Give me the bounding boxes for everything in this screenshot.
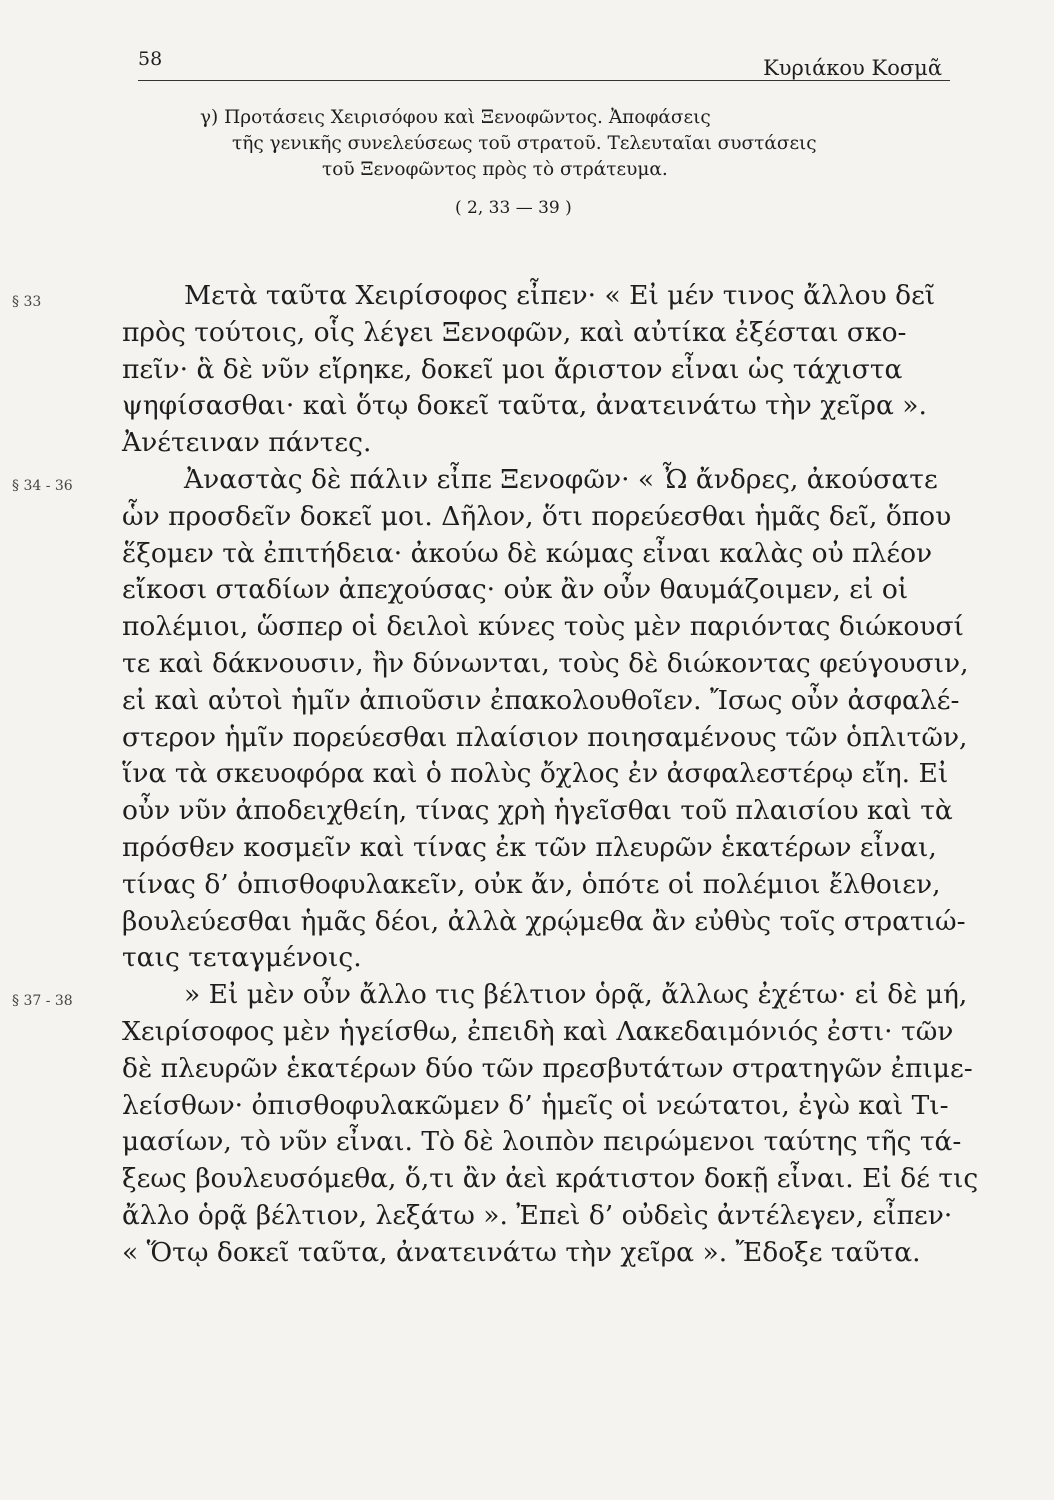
- text-line: στερον ἡμῖν πορεύεσθαι πλαίσιον ποιησαμένους τῶν ὁπλιτῶν,: [122, 721, 968, 753]
- text-line: ταις τεταγμένοις.: [122, 942, 362, 974]
- text-line: ὧν προσδεῖν δοκεῖ μοι. Δῆλον, ὅτι πορεύεσθαι ἡμᾶς δεῖ, ὅπου: [122, 500, 952, 532]
- text-line: Ἀναστὰς δὲ πάλιν εἶπε Ξενοφῶν· « Ὦ ἄνδρες, ἀκούσατε: [184, 463, 938, 495]
- text-line: τίνας δ’ ὀπισθοφυλακεῖν, οὐκ ἄν, ὁπότε οἱ πολέμιοι ἔλθοιεν,: [122, 868, 941, 900]
- text-line: βουλεύεσθαι ἡμᾶς δέοι, ἀλλὰ χρῴμεθα ἂν εὐθὺς τοῖς στρατιώ-: [122, 905, 966, 937]
- section-marker: § 34 - 36: [12, 477, 73, 494]
- text-line: ἄλλο ὁρᾷ βέλτιον, λεξάτω ». Ἐπεὶ δ’ οὐδεὶς ἀντέλεγεν, εἶπεν·: [122, 1199, 953, 1231]
- text-line: Ἀνέτειναν πάντες.: [122, 427, 372, 459]
- main-text: [12, 278, 979, 1272]
- text-line: εἰ καὶ αὐτοὶ ἡμῖν ἀπιοῦσιν ἐπακολουθοῖεν. Ἴσως οὖν ἀσφαλέ-: [122, 684, 960, 716]
- section-marker: § 37 - 38: [12, 993, 73, 1010]
- text-line: εἴκοσι σταδίων ἀπεχούσας· οὐκ ἂν οὖν θαυμάζοιμεν, εἰ οἱ: [122, 574, 909, 606]
- text-line: πεῖν· ἃ δὲ νῦν εἴρηκε, δοκεῖ μοι ἄριστον εἶναι ὡς τάχιστα: [122, 353, 903, 385]
- text-line: « Ὅτῳ δοκεῖ ταῦτα, ἀνατεινάτω τὴν χεῖρα ». Ἔδοξε ταῦτα.: [122, 1236, 921, 1268]
- summary-line: τῆς γενικῆς συνελεύσεως τοῦ στρατοῦ. Τελευταῖαι συστάσεις: [232, 133, 817, 154]
- text-line: πρόσθεν κοσμεῖν καὶ τίνας ἐκ τῶν πλευρῶν ἑκατέρων εἶναι,: [122, 831, 937, 863]
- text-line: ξεως βουλευσόμεθα, ὅ,τι ἂν ἀεὶ κράτιστον δοκῇ εἶναι. Εἰ δέ τις: [122, 1163, 979, 1195]
- text-line: λείσθων· ὀπισθοφυλακῶμεν δ’ ἡμεῖς οἱ νεώτατοι, ἐγὼ καὶ Τι-: [122, 1089, 949, 1121]
- page-number: 58: [138, 48, 163, 70]
- text-line: μασίων, τὸ νῦν εἶναι. Τὸ δὲ λοιπὸν πειρώμενοι ταύτης τῆς τά-: [122, 1126, 962, 1158]
- text-line: ψηφίσασθαι· καὶ ὅτῳ δοκεῖ ταῦτα, ἀνατεινάτω τὴν χεῖρα ».: [122, 390, 927, 422]
- text-line: ἕξομεν τὰ ἐπιτήδεια· ἀκούω δὲ κώμας εἶναι καλὰς οὐ πλέον: [122, 537, 933, 569]
- section-marker: § 33: [12, 294, 42, 310]
- text-line: πρὸς τούτοις, οἷς λέγει Ξενοφῶν, καὶ αὐτίκα ἐξέσται σκο-: [122, 316, 907, 348]
- paragraph-34-36: [12, 462, 969, 977]
- text-line: οὖν νῦν ἀποδειχθείη, τίνας χρὴ ἡγεῖσθαι τοῦ πλαισίου καὶ τὰ: [122, 795, 953, 827]
- text-line: δὲ πλευρῶν ἑκατέρων δύο τῶν πρεσβυτάτων στρατηγῶν ἐπιμε-: [122, 1052, 973, 1084]
- text-line: » Εἰ μὲν οὖν ἄλλο τις βέλτιον ὁρᾷ, ἄλλως ἐχέτω· εἰ δὲ μή,: [184, 979, 968, 1011]
- text-line: τε καὶ δάκνουσιν, ἢν δύνωνται, τοὺς δὲ διώκοντας φεύγουσιν,: [122, 647, 969, 679]
- section-summary: [170, 105, 930, 221]
- summary-reference: ( 2, 33 — 39 ): [455, 198, 572, 218]
- text-line: πολέμιοι, ὥσπερ οἱ δειλοὶ κύνες τοὺς μὲν παριόντας διώκουσί: [122, 611, 964, 643]
- summary-line: γ) Προτάσεις Χειρισόφου καὶ Ξενοφῶντος. Ἀποφάσεις: [200, 107, 711, 128]
- paragraph-33: [12, 278, 954, 462]
- text-line: ἵνα τὰ σκευοφόρα καὶ ὁ πολὺς ὄχλος ἐν ἀσφαλεστέρῳ εἴη. Εἰ: [122, 758, 949, 790]
- page-header: [138, 40, 950, 81]
- text-line: Μετὰ ταῦτα Χειρίσοφος εἶπεν· « Εἰ μέν τινος ἄλλου δεῖ: [184, 280, 936, 311]
- running-head: Κυριάκου Κοσμᾶ: [763, 56, 942, 80]
- paragraph-37-38: [12, 977, 979, 1271]
- text-line: Χειρίσοφος μὲν ἡγείσθω, ἐπειδὴ καὶ Λακεδαιμόνιός ἐστι· τῶν: [122, 1015, 954, 1047]
- summary-line: τοῦ Ξενοφῶντος πρὸς τὸ στράτευμα.: [322, 159, 668, 180]
